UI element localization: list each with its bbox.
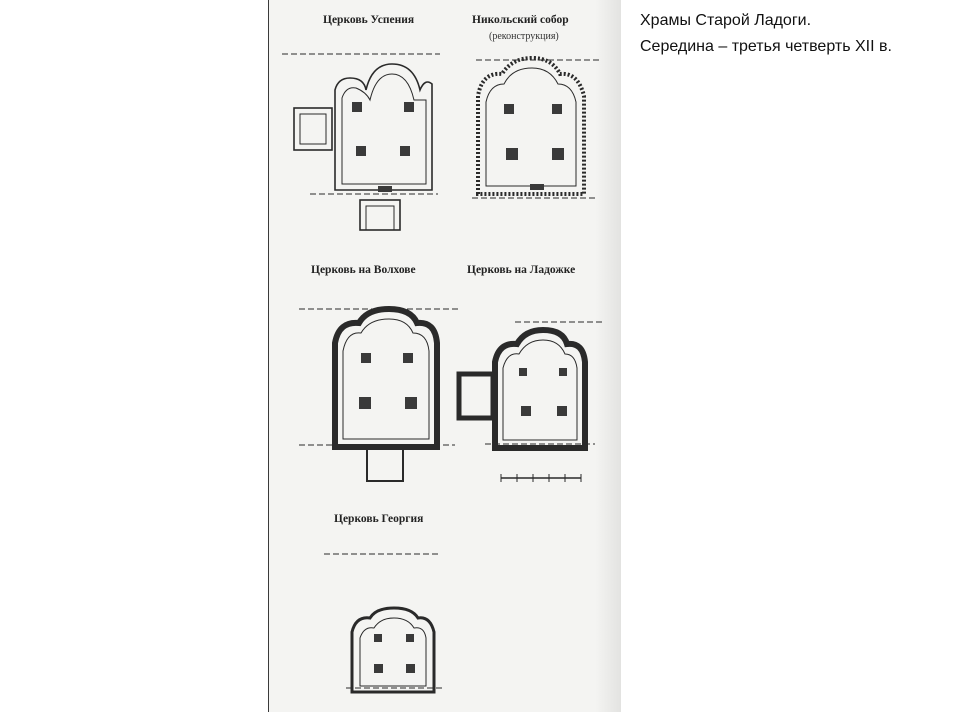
plan-title-nikolsky: Никольский собор <box>472 14 569 26</box>
plan-drawing-volkhov <box>295 305 460 485</box>
plan-title-georgiya: Церковь Георгия <box>334 513 424 525</box>
plan-drawing-uspeniya <box>280 50 440 235</box>
plan-title-volkhov: Церковь на Волхове <box>311 264 416 276</box>
plan-title-ladozhka: Церковь на Ладожке <box>467 264 576 276</box>
caption-date: Середина – третья четверть XII в. <box>640 38 892 55</box>
plan-drawing-nikolsky <box>468 52 603 202</box>
plan-title-uspeniya: Церковь Успения <box>323 14 415 26</box>
plan-drawing-ladozhka <box>455 318 605 488</box>
plan-subtitle-nikolsky: (реконструкция) <box>489 31 559 42</box>
caption-title: Храмы Старой Ладоги. <box>640 12 812 29</box>
plan-drawing-georgiya <box>322 550 447 700</box>
slide-caption <box>640 8 950 60</box>
